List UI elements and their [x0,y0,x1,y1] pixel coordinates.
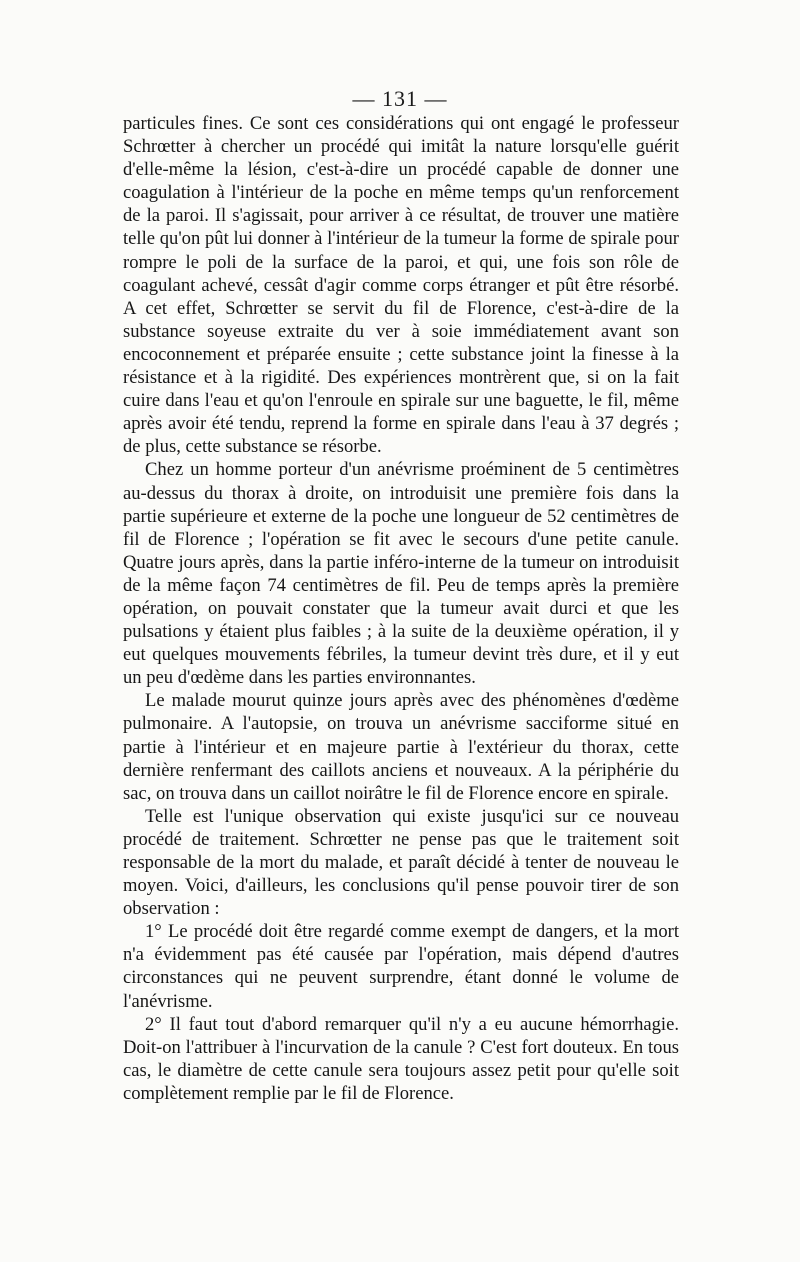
paragraph-6: 2° Il faut tout d'abord remarquer qu'il n'y a eu aucune hémorrhagie. Doit-on l'attribuer à l'incurvation de la canule ? C'est fort douteux. En tous cas, le diamètre de cette canule sera toujours assez petit pour qu'elle soit complètement remplie par le fil de Florence. [123,1013,679,1104]
page-number: — 131 — [352,86,448,111]
paragraph-5: 1° Le procédé doit être regardé comme exempt de dangers, et la mort n'a évidemment pas été causée par l'opération, mais dépend d'autres circonstances qui ne peuvent surprendre, étant donné le volume de l'anévrisme. [123,921,679,1012]
paragraph-3: Le malade mourut quinze jours après avec des phénomènes d'œdème pulmonaire. A l'autopsie, on trouva un anévrisme sacciforme situé en partie à l'intérieur et en majeure partie à l'extérieur du thorax, cette dernière renfermant des caillots anciens et nouveaux. A la périphérie du sac, on trouva dans un caillot noirâtre le fil de Florence encore en spirale. [123,690,679,804]
paragraph-2: Chez un homme porteur d'un anévrisme proéminent de 5 centimètres au-dessus du thorax à droite, on introduisit une première fois dans la partie supérieure et externe de la poche une longueur de 52 centimètres de fil de Florence ; l'opération se fit avec le secours d'une petite canule. Quatre jours après, dans la partie inféro-interne de la tumeur on introduisit de la même façon 74 centimètres de fil. Peu de temps après la première opération, on pouvait constater que la tumeur avait durci et que les pulsations y étaient plus faibles ; à la suite de la deuxième opération, il y eut quelques mouvements fébriles, la tumeur devint très dure, et il y eut un peu d'œdème dans les parties environnantes. [123,459,679,689]
paragraph-4: Telle est l'unique observation qui existe jusqu'ici sur ce nouveau procédé de traitement. Schrœtter ne pense pas que le traitement soit responsable de la mort du malade, et paraît décidé à tenter de nouveau le moyen. Voici, d'ailleurs, les conclusions qu'il pense pouvoir tirer de son observation : [123,805,679,920]
paragraph-1: particules fines. Ce sont ces considérations qui ont engagé le professeur Schrœtter à chercher un procédé qui imitât la nature lorsqu'elle guérit d'elle-même la lésion, c'est-à-dire un procédé capable de donner une coagulation à l'intérieur de la poche en même temps qu'un renforcement de la paroi. Il s'agissait, pour arriver à ce résultat, de trouver une matière telle qu'on pût lui donner à l'intérieur de la tumeur la forme de spirale pour rompre le poli de la surface de la paroi, et qui, une fois son rôle de coagulant achevé, cessât d'agir comme corps étranger et pût être résorbé. A cet effet, Schrœtter se servit du fil de Florence, c'est-à-dire de la substance soyeuse extraite du ver à soie immédiatement avant son encoconnement et préparée ensuite ; cette substance joint la finesse à la résistance et à la rigidité. Des expériences montrèrent que, si on la fait cuire dans l'eau et qu'on l'enroule en spirale sur une baguette, le fil, même après avoir été tendu, reprend la forme en spirale dans l'eau à 37 degrés ; de plus, cette substance se résorbe. [123,113,679,458]
body-text [123,112,679,1105]
